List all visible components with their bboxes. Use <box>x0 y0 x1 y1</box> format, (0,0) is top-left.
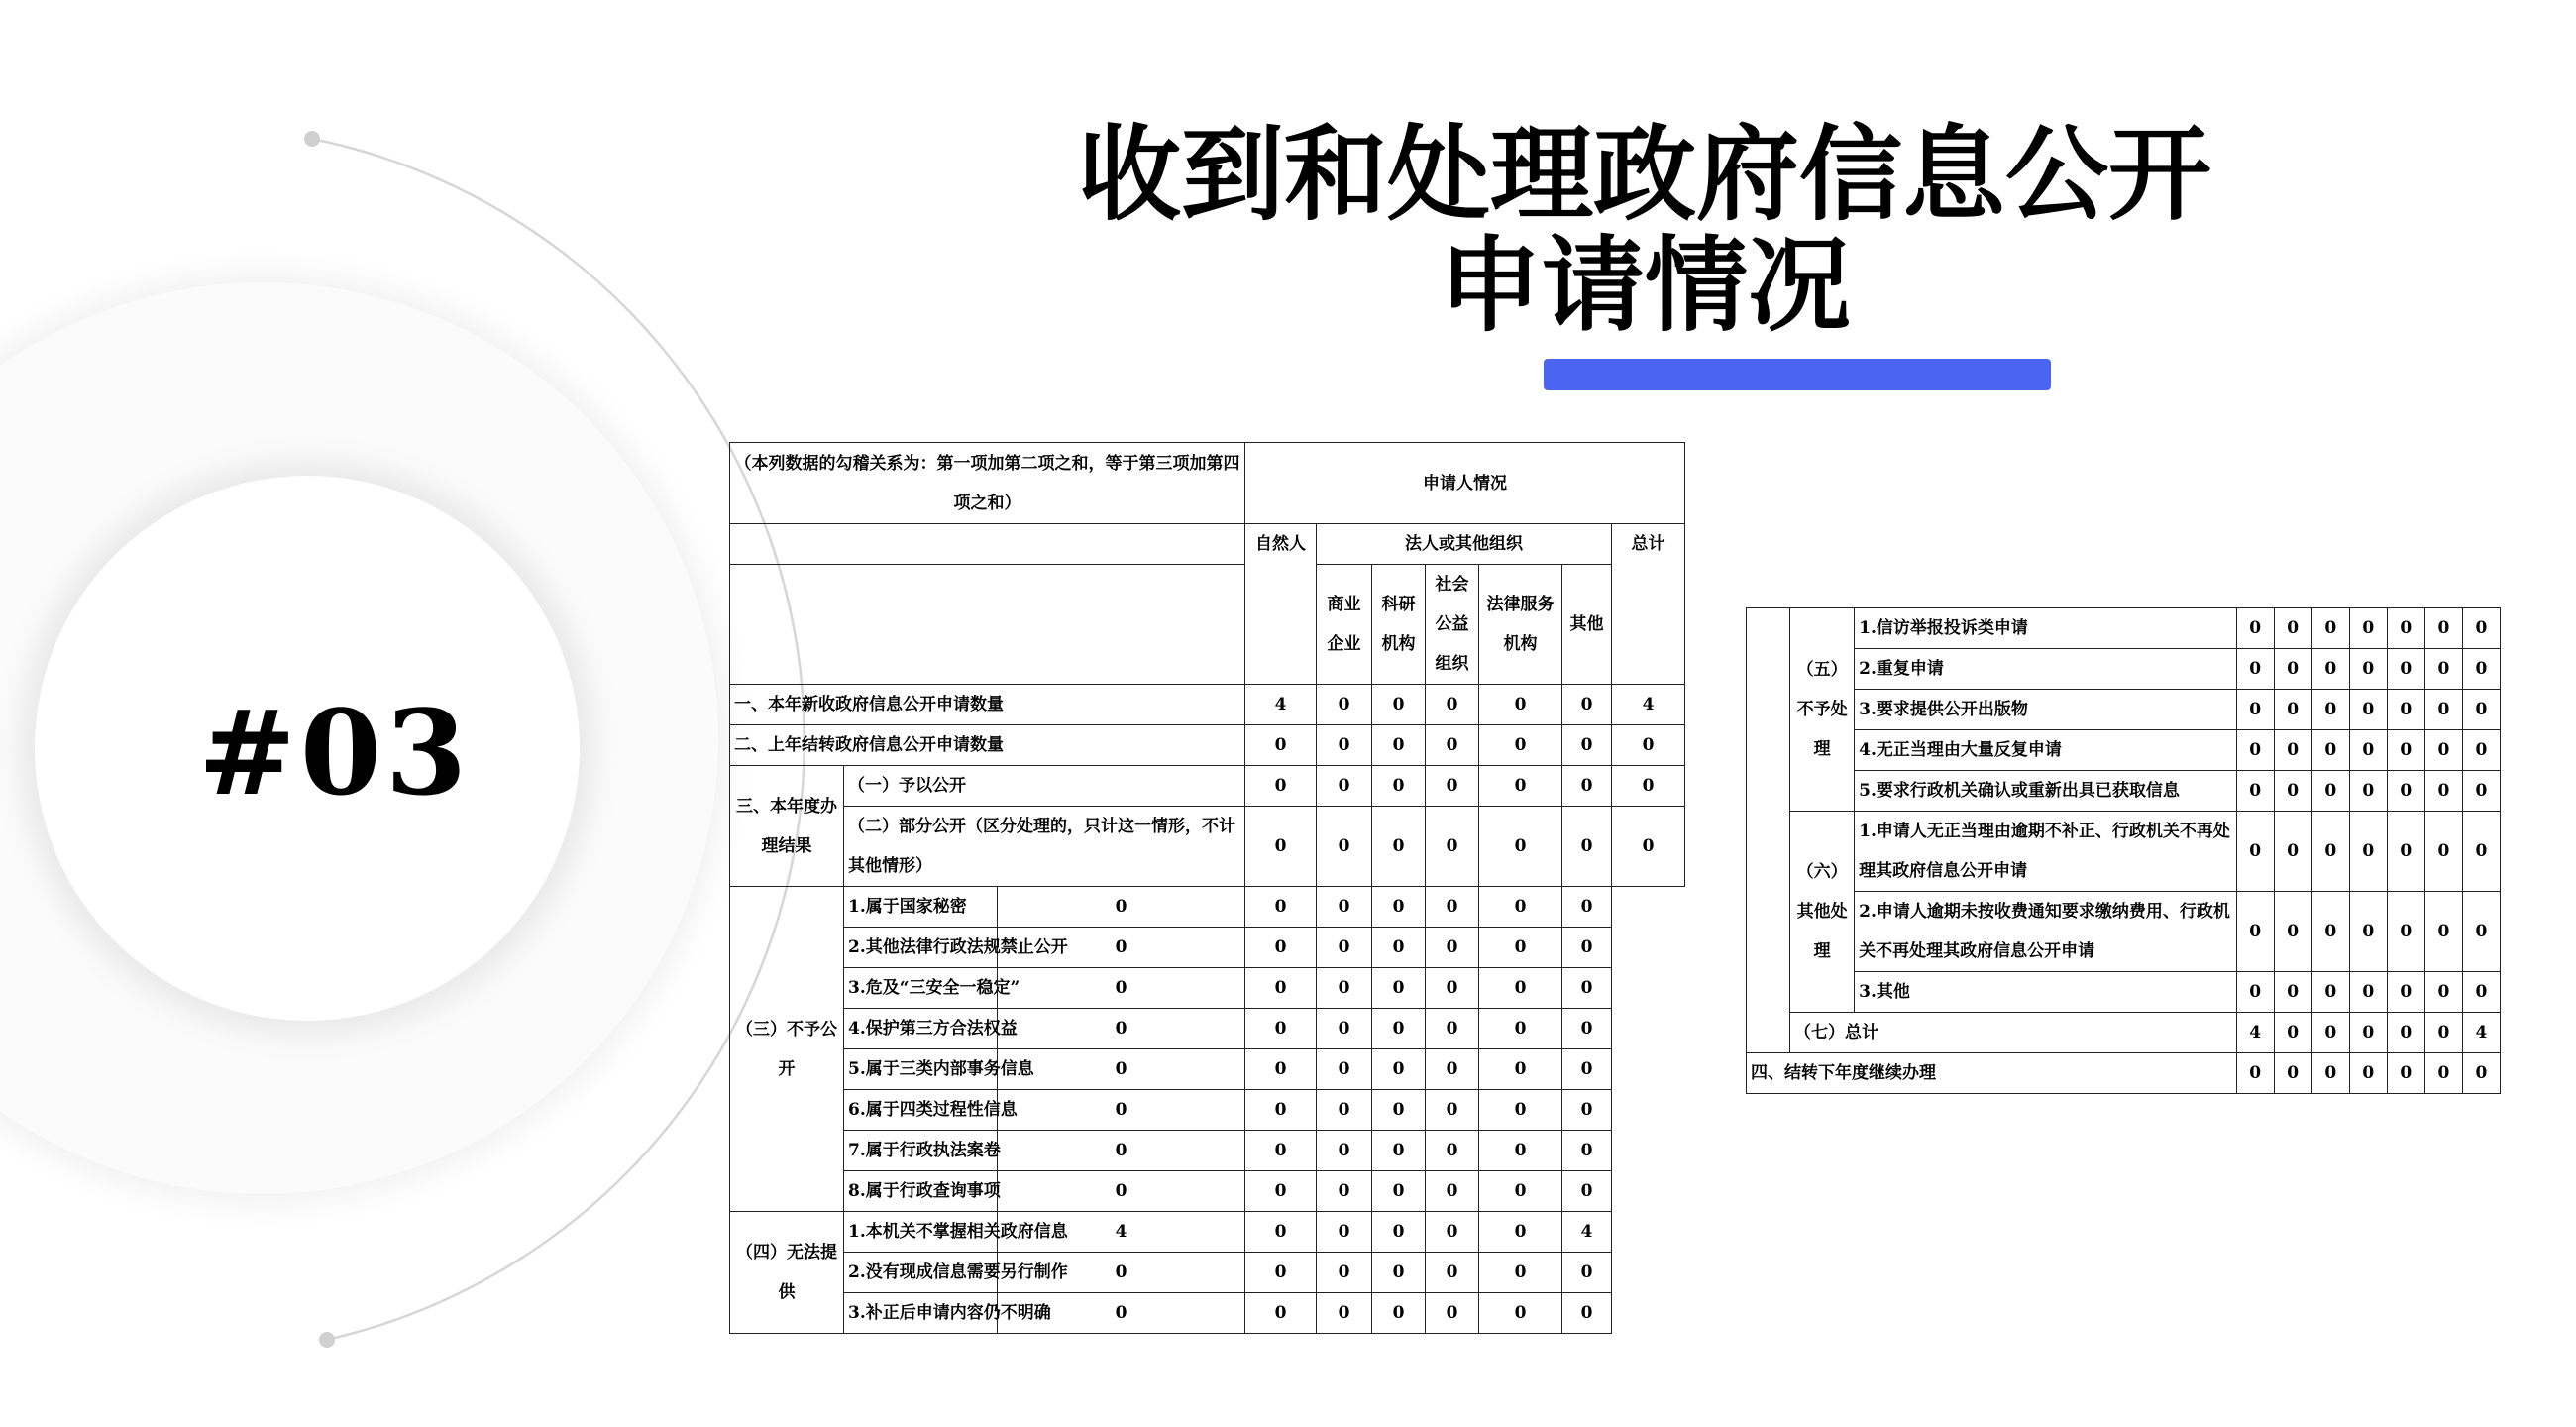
cell: 0 <box>1426 766 1479 807</box>
other-process-group-label: （六）其他处理 <box>1790 812 1855 1013</box>
table-row <box>730 807 1685 887</box>
arc-dot-top <box>304 131 320 147</box>
cell: 0 <box>2387 608 2424 649</box>
table-row <box>1747 608 2501 649</box>
cell: 0 <box>1372 887 1426 928</box>
row-label: 2.其他法律行政法规禁止公开 <box>844 928 998 968</box>
cell: 0 <box>2311 892 2349 972</box>
cell: 0 <box>1372 1171 1426 1212</box>
cell: 0 <box>998 1009 1245 1049</box>
col-other: 其他 <box>1562 565 1612 685</box>
row-label: 1.本机关不掌握相关政府信息 <box>844 1212 998 1253</box>
cell: 0 <box>1245 1212 1317 1253</box>
table-row <box>730 685 1685 725</box>
cell: 0 <box>2387 649 2424 690</box>
cell: 0 <box>1245 1293 1317 1334</box>
cell: 0 <box>1562 1171 1612 1212</box>
cell: 0 <box>2462 812 2500 892</box>
cell: 0 <box>998 1090 1245 1131</box>
cell: 0 <box>2349 730 2387 771</box>
cell: 0 <box>2311 1053 2349 1094</box>
cell: 0 <box>1317 1009 1372 1049</box>
cell: 0 <box>2236 972 2274 1013</box>
row-label: 1.申请人无正当理由逾期不补正、行政机关不再处理其政府信息公开申请 <box>1855 812 2237 892</box>
cell: 0 <box>998 1293 1245 1334</box>
cell: 0 <box>2274 812 2311 892</box>
row-label: 一、本年新收政府信息公开申请数量 <box>730 685 1245 725</box>
section-number: #03 <box>198 684 472 822</box>
cell: 0 <box>2349 1053 2387 1094</box>
table-row <box>730 928 1685 968</box>
cell: 0 <box>2236 730 2274 771</box>
table-row <box>1747 730 2501 771</box>
cell: 0 <box>1479 807 1562 887</box>
cell: 0 <box>1562 928 1612 968</box>
cell: 0 <box>1372 807 1426 887</box>
cell: 0 <box>2274 1053 2311 1094</box>
cell: 0 <box>2387 812 2424 892</box>
cell: 0 <box>998 1253 1245 1293</box>
cell: 0 <box>1612 725 1685 766</box>
cell: 0 <box>1372 1212 1426 1253</box>
cell: 0 <box>1372 1253 1426 1293</box>
table-row <box>1747 972 2501 1013</box>
cell: 0 <box>2387 892 2424 972</box>
cell: 0 <box>1479 968 1562 1009</box>
cell: 0 <box>2424 690 2462 730</box>
row-label: （一）予以公开 <box>844 766 1245 807</box>
cell: 0 <box>2424 608 2462 649</box>
cell: 0 <box>2236 771 2274 812</box>
cell: 0 <box>998 1171 1245 1212</box>
table-row <box>730 766 1685 807</box>
cell: 0 <box>1245 1090 1317 1131</box>
cell: 0 <box>1245 725 1317 766</box>
header-blank <box>730 524 1245 565</box>
row-label: （二）部分公开（区分处理的，只计这一情形，不计其他情形） <box>844 807 1245 887</box>
cell: 0 <box>2274 690 2311 730</box>
cell: 0 <box>1479 1009 1562 1049</box>
cell: 0 <box>2274 771 2311 812</box>
cell: 0 <box>2236 892 2274 972</box>
cell: 0 <box>1426 1009 1479 1049</box>
col-commercial: 商业企业 <box>1317 565 1372 685</box>
cell: 0 <box>1372 725 1426 766</box>
cell: 0 <box>998 968 1245 1009</box>
cell: 0 <box>1479 1293 1562 1334</box>
header-blank-2 <box>730 565 1245 685</box>
cell: 0 <box>1372 766 1426 807</box>
cell: 0 <box>1426 887 1479 928</box>
table-row <box>1747 690 2501 730</box>
cell: 0 <box>1426 1212 1479 1253</box>
cell: 0 <box>1317 968 1372 1009</box>
cell: 0 <box>1426 807 1479 887</box>
col-legal-service: 法律服务机构 <box>1479 565 1562 685</box>
cell: 0 <box>1245 807 1317 887</box>
cell: 0 <box>2274 608 2311 649</box>
cell: 0 <box>2424 1013 2462 1053</box>
cell: 0 <box>1562 807 1612 887</box>
row-label: （七）总计 <box>1790 1013 2237 1053</box>
cell: 0 <box>1245 1253 1317 1293</box>
cell: 0 <box>2236 1053 2274 1094</box>
cell: 0 <box>2462 1053 2500 1094</box>
cell: 4 <box>1562 1212 1612 1253</box>
arc-dot-bottom <box>319 1332 335 1348</box>
cell: 0 <box>2462 608 2500 649</box>
cell: 0 <box>1245 887 1317 928</box>
cell: 0 <box>2349 608 2387 649</box>
table-row <box>1747 892 2501 972</box>
cell: 0 <box>1479 685 1562 725</box>
cell: 0 <box>1317 928 1372 968</box>
row-label: 3.要求提供公开出版物 <box>1855 690 2237 730</box>
disclosure-table-continued <box>1746 607 2501 1094</box>
cell: 0 <box>2462 649 2500 690</box>
cell: 0 <box>2311 972 2349 1013</box>
cell: 4 <box>2236 1013 2274 1053</box>
cell: 0 <box>998 1049 1245 1090</box>
cell: 0 <box>1562 1049 1612 1090</box>
row-label: 二、上年结转政府信息公开申请数量 <box>730 725 1245 766</box>
cell: 0 <box>1317 1171 1372 1212</box>
cell: 4 <box>1612 685 1685 725</box>
table-row <box>730 1293 1685 1334</box>
table-row <box>1747 1013 2501 1053</box>
cell: 0 <box>1372 1293 1426 1334</box>
cell: 0 <box>2349 972 2387 1013</box>
cell: 0 <box>1426 928 1479 968</box>
cell: 0 <box>2274 1013 2311 1053</box>
row-label: 4.无正当理由大量反复申请 <box>1855 730 2237 771</box>
cell: 0 <box>2274 649 2311 690</box>
cell: 0 <box>2274 892 2311 972</box>
cell: 0 <box>1317 807 1372 887</box>
cell: 0 <box>2311 690 2349 730</box>
cell: 0 <box>1317 1090 1372 1131</box>
cell: 0 <box>2462 892 2500 972</box>
cell: 0 <box>1245 1171 1317 1212</box>
row-label: 3.其他 <box>1855 972 2237 1013</box>
cell: 0 <box>1562 1131 1612 1171</box>
cell: 0 <box>2462 690 2500 730</box>
cell: 0 <box>1562 685 1612 725</box>
cell: 0 <box>1562 1293 1612 1334</box>
cell: 0 <box>1245 1049 1317 1090</box>
table-row <box>730 968 1685 1009</box>
cell: 0 <box>1426 1131 1479 1171</box>
table-row <box>730 725 1685 766</box>
cell: 0 <box>1562 1253 1612 1293</box>
cell: 0 <box>1317 1212 1372 1253</box>
cell: 0 <box>2387 1013 2424 1053</box>
cell: 0 <box>1245 928 1317 968</box>
cell: 0 <box>2424 892 2462 972</box>
cell: 0 <box>1612 766 1685 807</box>
cell: 0 <box>998 887 1245 928</box>
cell: 0 <box>2387 972 2424 1013</box>
cell: 0 <box>1372 1009 1426 1049</box>
cell: 0 <box>1372 968 1426 1009</box>
cell: 0 <box>1317 1049 1372 1090</box>
cell: 0 <box>2349 812 2387 892</box>
cell: 0 <box>1245 766 1317 807</box>
cell: 0 <box>1479 1212 1562 1253</box>
cell: 0 <box>2349 771 2387 812</box>
cell: 0 <box>2462 771 2500 812</box>
cell: 0 <box>1245 968 1317 1009</box>
cell: 0 <box>1372 1131 1426 1171</box>
col-total: 总计 <box>1612 524 1685 685</box>
not-open-group-label: （三）不予公开 <box>730 887 844 1212</box>
cell: 0 <box>1562 1090 1612 1131</box>
cell: 0 <box>2462 972 2500 1013</box>
cell: 0 <box>1426 968 1479 1009</box>
group3-label: 三、本年度办理结果 <box>730 766 844 887</box>
cell: 0 <box>1317 685 1372 725</box>
cell: 0 <box>998 1131 1245 1171</box>
cell: 0 <box>1426 685 1479 725</box>
cell: 0 <box>1317 1253 1372 1293</box>
cell: 0 <box>1245 1131 1317 1171</box>
cell: 0 <box>1479 1090 1562 1131</box>
cell: 0 <box>2311 812 2349 892</box>
cell: 0 <box>1479 1253 1562 1293</box>
cell: 0 <box>1479 725 1562 766</box>
cell: 0 <box>2311 608 2349 649</box>
applicant-header: 申请人情况 <box>1245 443 1685 524</box>
cell: 4 <box>2462 1013 2500 1053</box>
cell: 0 <box>2349 1013 2387 1053</box>
col-legal-org: 法人或其他组织 <box>1317 524 1612 565</box>
row-label: 四、结转下年度继续办理 <box>1747 1053 2237 1094</box>
cell: 0 <box>2349 892 2387 972</box>
cell: 0 <box>1317 725 1372 766</box>
cell: 0 <box>1479 928 1562 968</box>
table-row <box>1747 1053 2501 1094</box>
cell: 0 <box>2462 730 2500 771</box>
col-research: 科研机构 <box>1372 565 1426 685</box>
cell: 0 <box>1372 685 1426 725</box>
cell: 0 <box>1245 1009 1317 1049</box>
cell: 0 <box>1426 1253 1479 1293</box>
cell: 0 <box>2349 690 2387 730</box>
cell: 0 <box>1479 1049 1562 1090</box>
table-row <box>730 887 1685 928</box>
row-label: 7.属于行政执法案卷 <box>844 1131 998 1171</box>
cell: 0 <box>2424 972 2462 1013</box>
cell: 0 <box>1317 1131 1372 1171</box>
cell: 0 <box>2236 649 2274 690</box>
title-line-1: 收到和处理政府信息公开 <box>1077 113 2211 235</box>
cell: 4 <box>998 1212 1245 1253</box>
cell: 0 <box>1317 1293 1372 1334</box>
table-row <box>730 1171 1685 1212</box>
cell: 0 <box>1372 928 1426 968</box>
cell: 0 <box>2274 730 2311 771</box>
title-line-2: 申请情况 <box>1438 224 1851 346</box>
row-label: 8.属于行政查询事项 <box>844 1171 998 1212</box>
cell: 0 <box>1317 766 1372 807</box>
row-label: 4.保护第三方合法权益 <box>844 1009 998 1049</box>
cell: 0 <box>2311 1013 2349 1053</box>
cell: 0 <box>2236 608 2274 649</box>
cell: 0 <box>2424 771 2462 812</box>
cell: 0 <box>998 928 1245 968</box>
col-natural-person: 自然人 <box>1245 524 1317 685</box>
cell: 0 <box>1562 766 1612 807</box>
row-label: 5.要求行政机关确认或重新出具已获取信息 <box>1855 771 2237 812</box>
row-label: 3.危及“三安全一稳定” <box>844 968 998 1009</box>
disclosure-table-main <box>729 442 1685 1334</box>
title-accent-bar <box>1544 359 2051 390</box>
table-row <box>730 1090 1685 1131</box>
cell: 0 <box>1562 887 1612 928</box>
cell: 0 <box>1372 1049 1426 1090</box>
cell: 0 <box>1372 1090 1426 1131</box>
row-label: 6.属于四类过程性信息 <box>844 1090 998 1131</box>
cell: 0 <box>2349 649 2387 690</box>
cell: 0 <box>2387 1053 2424 1094</box>
col-public-welfare: 社会公益组织 <box>1426 565 1479 685</box>
row-label: 1.属于国家秘密 <box>844 887 998 928</box>
table-row <box>730 1049 1685 1090</box>
cell: 0 <box>1426 1293 1479 1334</box>
table-row <box>1747 812 2501 892</box>
cell: 0 <box>2424 812 2462 892</box>
cell: 0 <box>1426 1171 1479 1212</box>
cannot-provide-group-label: （四）无法提供 <box>730 1212 844 1334</box>
cell: 0 <box>2311 730 2349 771</box>
cell: 4 <box>1245 685 1317 725</box>
cell: 0 <box>1562 725 1612 766</box>
row-label: 5.属于三类内部事务信息 <box>844 1049 998 1090</box>
cell: 0 <box>1426 1090 1479 1131</box>
row-label: 3.补正后申请内容仍不明确 <box>844 1293 998 1334</box>
page-title <box>1070 113 2576 346</box>
row-label: 2.没有现成信息需要另行制作 <box>844 1253 998 1293</box>
cell: 0 <box>1479 766 1562 807</box>
table-row <box>1747 771 2501 812</box>
table-row <box>730 1131 1685 1171</box>
cell: 0 <box>1426 1049 1479 1090</box>
cell: 0 <box>2424 649 2462 690</box>
cell: 0 <box>2387 730 2424 771</box>
row-label: 1.信访举报投诉类申请 <box>1855 608 2237 649</box>
cell: 0 <box>1479 1171 1562 1212</box>
row-label: 2.重复申请 <box>1855 649 2237 690</box>
cell: 0 <box>2236 812 2274 892</box>
header-note: （本列数据的勾稽关系为：第一项加第二项之和，等于第三项加第四项之和） <box>730 443 1245 524</box>
cell: 0 <box>2424 1053 2462 1094</box>
no-process-group-label: （五）不予处理 <box>1790 608 1855 812</box>
cell: 0 <box>1317 887 1372 928</box>
table-row <box>730 1253 1685 1293</box>
cell: 0 <box>2387 771 2424 812</box>
cell: 0 <box>2311 771 2349 812</box>
cell: 0 <box>2274 972 2311 1013</box>
cell: 0 <box>2311 649 2349 690</box>
table-row <box>1747 649 2501 690</box>
group3-continued <box>1747 608 1790 1053</box>
cell: 0 <box>1562 1009 1612 1049</box>
cell: 0 <box>2387 690 2424 730</box>
table-row <box>730 1212 1685 1253</box>
cell: 0 <box>1612 807 1685 887</box>
table-row <box>730 1009 1685 1049</box>
cell: 0 <box>1479 1131 1562 1171</box>
cell: 0 <box>1562 968 1612 1009</box>
row-label: 2.申请人逾期未按收费通知要求缴纳费用、行政机关不再处理其政府信息公开申请 <box>1855 892 2237 972</box>
cell: 0 <box>1479 887 1562 928</box>
cell: 0 <box>1426 725 1479 766</box>
cell: 0 <box>2424 730 2462 771</box>
cell: 0 <box>2236 690 2274 730</box>
